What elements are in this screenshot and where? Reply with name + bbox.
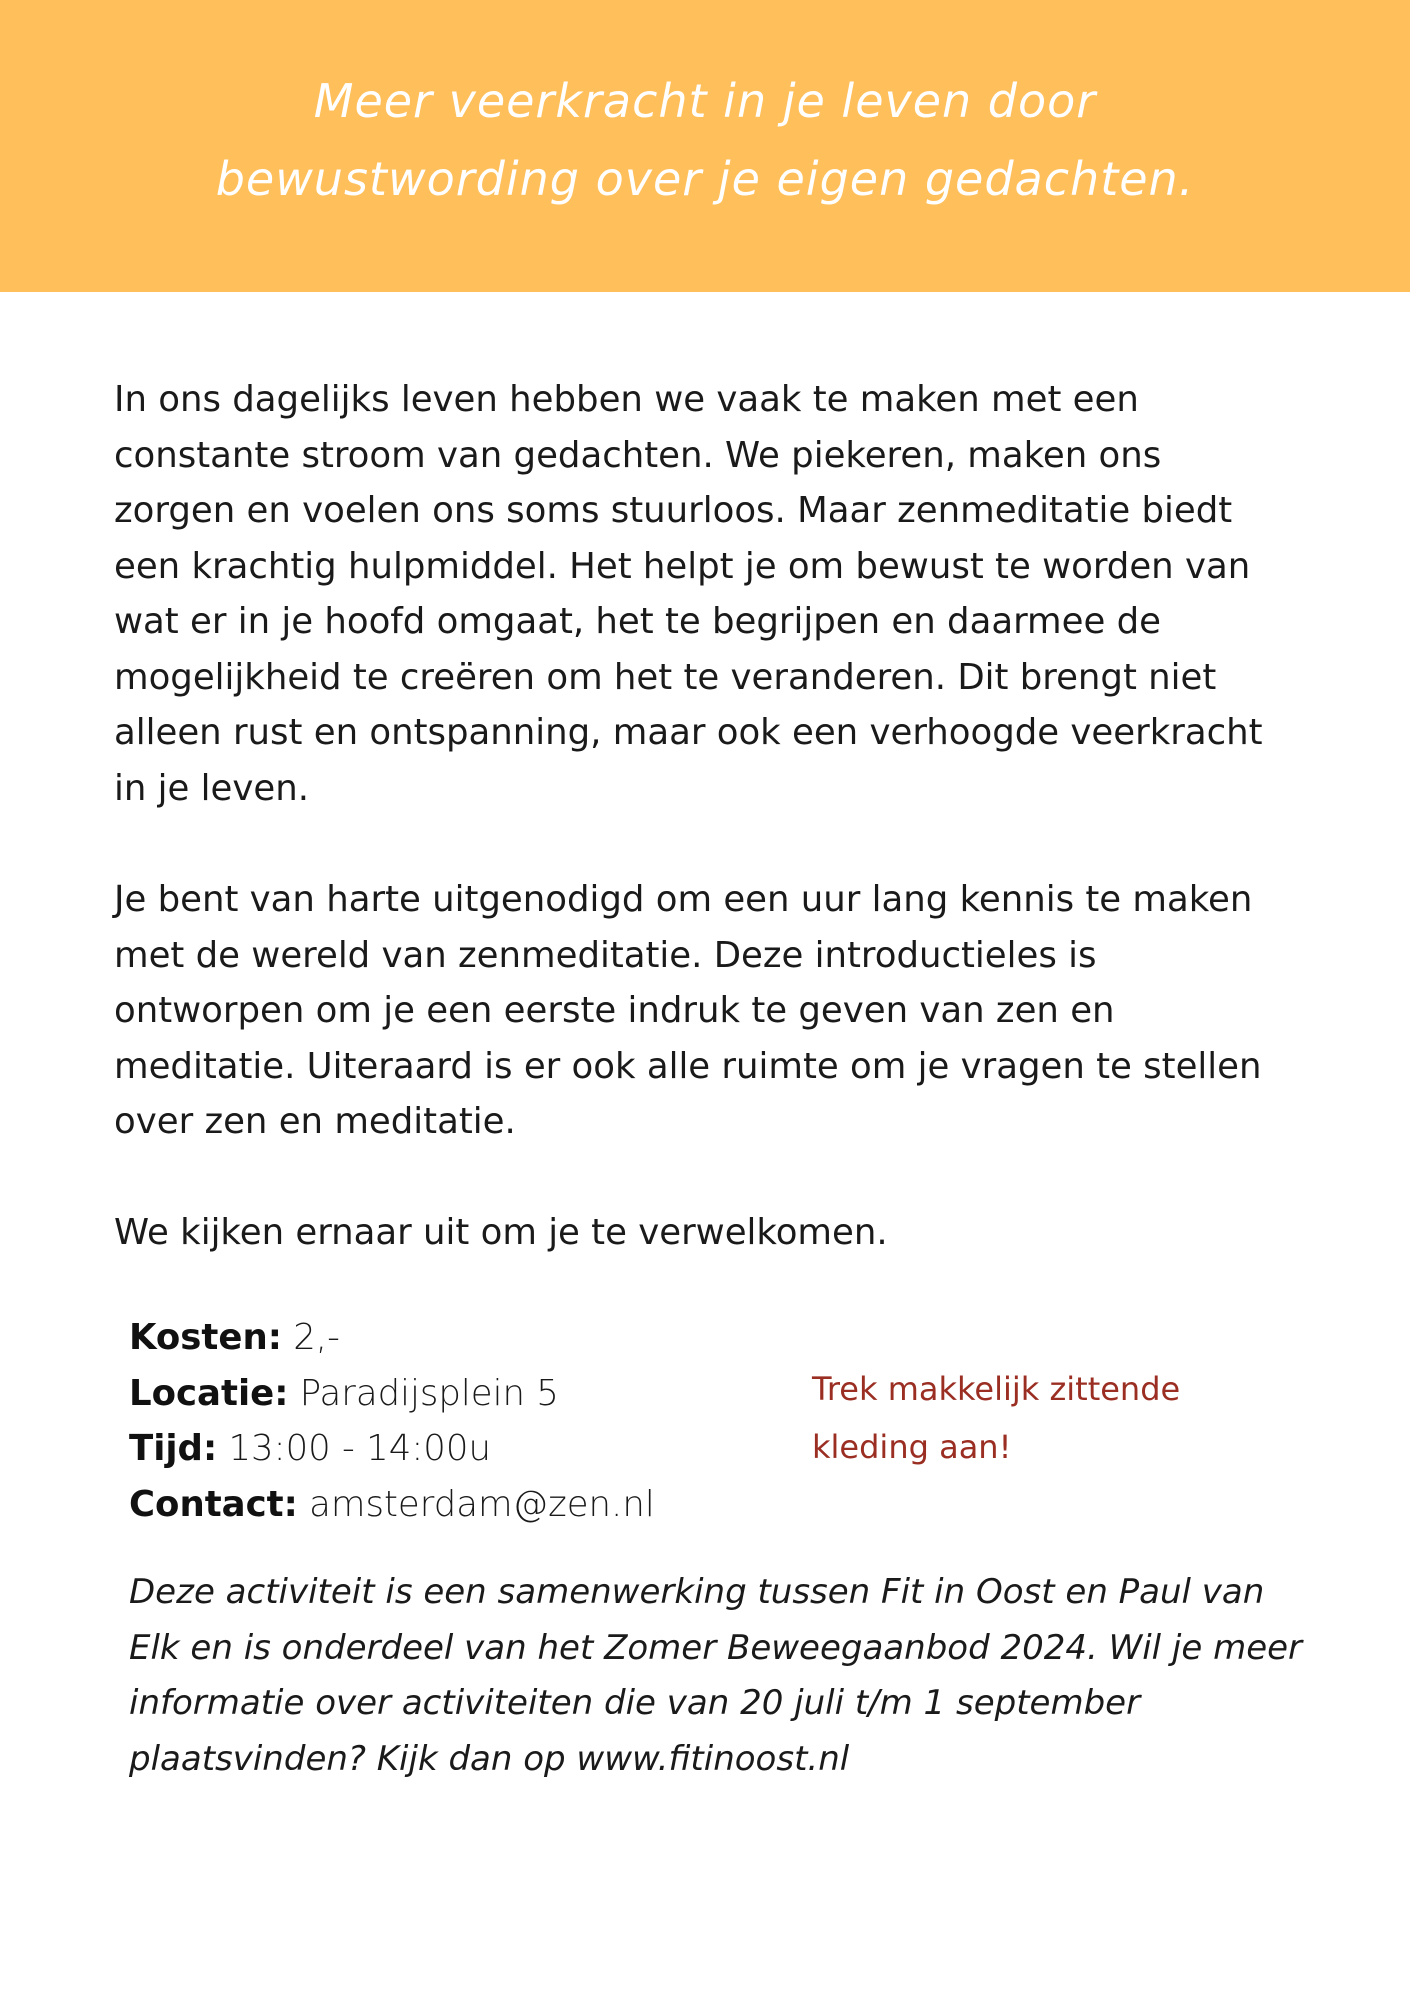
paragraph-line: een krachtig hulpmiddel. Het helpt je om bewust te worden van [114, 545, 1251, 587]
detail-value: amsterdam@zen.nl [297, 1483, 655, 1525]
banner-title-line-2: bewustwording over je eigen gedachten. [215, 152, 1195, 206]
detail-tijd [129, 1421, 769, 1477]
note-line: Trek makkelijk zittende [812, 1370, 1181, 1408]
footer-line: Deze activiteit is een samenwerking tussen Fit in Oost en Paul van [129, 1572, 1265, 1612]
paragraph-line: mogelijkheid te creëren om het te veranderen. Dit brengt niet [114, 656, 1217, 698]
paragraph-line: We kijken ernaar uit om je te verwelkomen. [114, 1212, 888, 1253]
detail-locatie [129, 1366, 769, 1422]
paragraph-line: constante stroom van gedachten. We piekeren, maken ons [114, 434, 1162, 476]
detail-label: Tijd: [129, 1428, 218, 1469]
footer-line: plaatsvinden? Kijk dan op www.fitinoost.nl [129, 1738, 850, 1779]
paragraph-line: meditatie. Uiteraard is er ook alle ruimte om je vragen te stellen [114, 1045, 1262, 1087]
paragraph-line: over zen en meditatie. [114, 1101, 516, 1142]
header-banner [0, 0, 1410, 292]
paragraph-line: alleen rust en ontspanning, maar ook een verhoogde veerkracht [114, 712, 1263, 753]
event-details [129, 1310, 769, 1532]
welcome-paragraph [114, 1205, 1304, 1261]
paragraph-line: Je bent van harte uitgenodigd om een uur lang kennis te maken [114, 879, 1253, 920]
paragraph-line: ontworpen om je een eerste indruk te geven van zen en [114, 990, 1115, 1031]
paragraph-line: met de wereld van zenmeditatie. Deze introductieles is [114, 934, 1097, 976]
footer-line: informatie over activiteiten die van 20 juli t/m 1 september [129, 1683, 1141, 1723]
intro-paragraph [114, 372, 1304, 816]
note-line: kleding aan! [812, 1428, 1012, 1466]
paragraph-line: zorgen en voelen ons soms stuurloos. Maar zenmeditatie biedt [114, 490, 1233, 531]
paragraph-line: in je leven. [114, 767, 309, 809]
detail-label: Kosten: [129, 1317, 282, 1358]
detail-kosten [129, 1310, 769, 1366]
detail-label: Contact: [129, 1483, 298, 1525]
detail-value: 13:00 - 14:00u [217, 1428, 491, 1469]
detail-contact [129, 1477, 769, 1533]
paragraph-line: In ons dagelijks leven hebben we vaak te maken met een [114, 379, 1139, 420]
detail-label: Locatie: [129, 1372, 289, 1414]
invitation-paragraph [114, 872, 1304, 1150]
banner-title-line-1: Meer veerkracht in je leven door [313, 74, 1097, 128]
footer-text [129, 1565, 1329, 1787]
clothing-note [812, 1360, 1252, 1476]
paragraph-line: wat er in je hoofd omgaat, het te begrijpen en daarmee de [114, 601, 1161, 642]
footer-line: Elk en is onderdeel van het Zomer Beweegaanbod 2024. Wil je meer [129, 1627, 1303, 1668]
detail-value: 2,- [281, 1317, 340, 1358]
detail-value: Paradijsplein 5 [288, 1372, 559, 1414]
